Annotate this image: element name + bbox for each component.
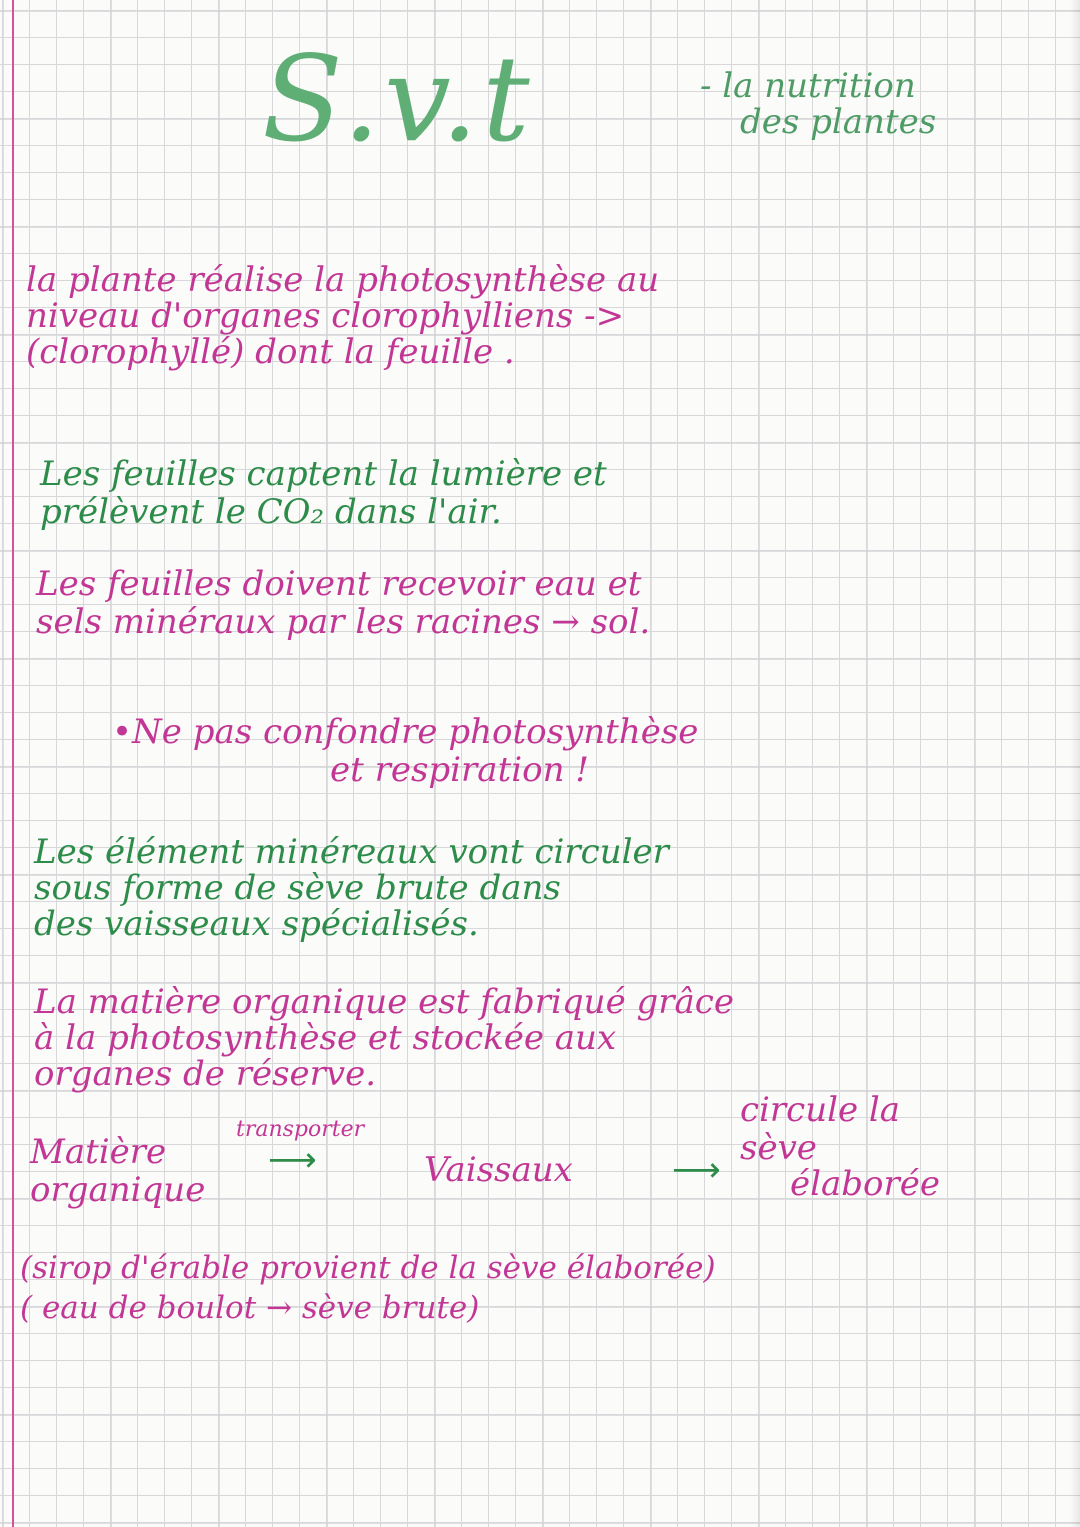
note-line-1: •Ne pas confondre photosynthèse (112, 712, 699, 752)
p5-line-3: organes de réserve. (34, 1054, 377, 1094)
diagram-right-line-2: sève (740, 1128, 817, 1168)
p2-line-2: prélèvent le CO₂ dans l'air. (40, 492, 502, 532)
subtitle-line-1: - la nutrition (700, 66, 916, 106)
p3-line-2: sels minéraux par les racines → sol. (36, 602, 651, 642)
p5-line-1: La matière organique est fabriqué grâce (34, 982, 734, 1022)
arrow-right-icon: ⟶ (268, 1140, 317, 1180)
page-edge-shadow (1070, 0, 1080, 1527)
p1-line-2: niveau d'organes clorophylliens -> (26, 296, 625, 336)
diagram-left-line-2: organique (30, 1170, 206, 1210)
diagram-middle: Vaissaux (424, 1150, 573, 1190)
diagram-left-line-1: Matière (30, 1132, 167, 1172)
p2-line-1: Les feuilles captent la lumière et (40, 454, 607, 494)
p4-line-1: Les élément minéreaux vont circuler (34, 832, 669, 872)
diagram-arrow-label: transporter (236, 1117, 365, 1142)
subtitle-line-2: des plantes (740, 102, 937, 142)
p5-line-2: à la photosynthèse et stockée aux (34, 1018, 617, 1058)
p3-line-1: Les feuilles doivent recevoir eau et (36, 564, 642, 604)
p1-line-1: la plante réalise la photosynthèse au (26, 260, 660, 300)
footnote-1: (sirop d'érable provient de la sève élaborée) (20, 1250, 716, 1286)
note-line-2: et respiration ! (330, 750, 589, 790)
diagram-right-line-3: élaborée (790, 1164, 940, 1204)
p4-line-3: des vaisseaux spécialisés. (34, 904, 479, 944)
page-margin-line (12, 0, 14, 1527)
arrow-right-icon-2: ⟶ (672, 1150, 721, 1190)
p4-line-2: sous forme de sève brute dans (34, 868, 561, 908)
diagram-right-line-1: circule la (740, 1090, 901, 1130)
footnote-2: ( eau de boulot → sève brute) (20, 1290, 480, 1326)
page-subtitle (700, 68, 936, 140)
p1-line-3: (clorophyllé) dont la feuille . (26, 332, 515, 372)
page-title: S.v.t (262, 30, 534, 168)
